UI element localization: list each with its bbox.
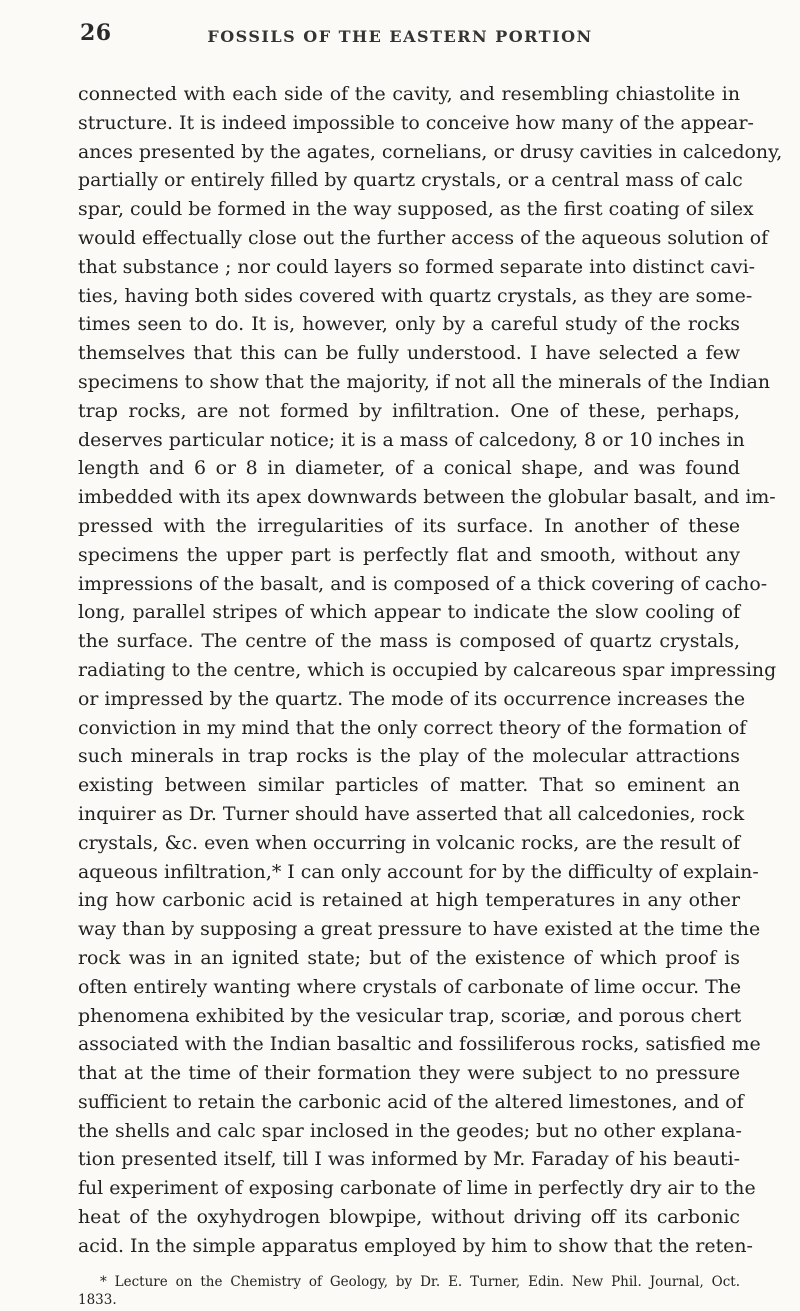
text-line: trap rocks, are not formed by infiltration. One of these, perhaps, (78, 399, 740, 422)
text-line: that substance ; nor could layers so formed separate into distinct cavi- (78, 255, 756, 278)
text-line: sufficient to retain the carbonic acid of the altered limestones, and of (78, 1090, 744, 1113)
running-head: FOSSILS OF THE EASTERN PORTION (207, 27, 593, 46)
text-line: the shells and calc spar inclosed in the geodes; but no other explana- (78, 1119, 742, 1142)
text-line: conviction in my mind that the only correct theory of the formation of (78, 716, 747, 739)
text-line: ful experiment of exposing carbonate of lime in perfectly dry air to the (78, 1177, 756, 1200)
text-line: pressed with the irregularities of its surface. In another of these (78, 514, 740, 537)
text-line: would effectually close out the further access of the aqueous solution of (78, 226, 769, 249)
text-line: radiating to the centre, which is occupied by calcareous spar impressing (78, 658, 777, 681)
text-line: associated with the Indian basaltic and fossiliferous rocks, satisfied me (78, 1033, 761, 1056)
text-line: partially or entirely filled by quartz crystals, or a central mass of calc (78, 169, 743, 192)
footnote (78, 1273, 740, 1309)
footnote-line: 1833. (78, 1292, 117, 1308)
text-line: inquirer as Dr. Turner should have asserted that all calcedonies, rock (78, 802, 745, 825)
text-line: the surface. The centre of the mass is composed of quartz crystals, (78, 630, 740, 653)
text-line: ties, having both sides covered with quartz crystals, as they are some- (78, 284, 753, 307)
text-line: imbedded with its apex downwards between the globular basalt, and im- (78, 486, 776, 509)
text-line: rock was in an ignited state; but of the existence of which proof is (78, 946, 740, 969)
text-line: or impressed by the quartz. The mode of its occurrence increases the (78, 687, 746, 710)
text-line: often entirely wanting where crystals of carbonate of lime occur. The (78, 975, 742, 998)
text-line: ing how carbonic acid is retained at high temperatures in any other (78, 889, 740, 912)
text-line: structure. It is indeed impossible to conceive how many of the appear- (78, 111, 754, 134)
text-line: times seen to do. It is, however, only by a careful study of the rocks (78, 313, 740, 336)
text-line: heat of the oxyhydrogen blowpipe, without driving off its carbonic (78, 1206, 740, 1229)
text-line: acid. In the simple apparatus employed by him to show that the reten- (78, 1234, 753, 1257)
text-line: crystals, &c. even when occurring in volcanic rocks, are the result of (78, 831, 740, 854)
text-line: specimens the upper part is perfectly flat and smooth, without any (78, 543, 740, 566)
text-line: tion presented itself, till I was informed by Mr. Faraday of his beauti- (78, 1148, 740, 1171)
text-line: specimens to show that the majority, if not all the minerals of the Indian (78, 370, 771, 393)
text-line: length and 6 or 8 in diameter, of a conical shape, and was found (78, 457, 740, 480)
text-line: existing between similar particles of matter. That so eminent an (78, 774, 740, 797)
page-number: 26 (80, 20, 112, 46)
text-line: way than by supposing a great pressure to have existed at the time the (78, 918, 761, 941)
text-line: deserves particular notice; it is a mass of calcedony, 8 or 10 inches in (78, 428, 745, 451)
footnote-line: * Lecture on the Chemistry of Geology, by Dr. E. Turner, Edin. New Phil. Journal, Oct. (100, 1274, 740, 1290)
text-line: spar, could be formed in the way supposed, as the first coating of silex (78, 198, 754, 221)
text-line: impressions of the basalt, and is composed of a thick covering of cacho- (78, 572, 768, 595)
text-line: aqueous infiltration,* I can only account for by the difficulty of explain- (78, 860, 759, 883)
text-line: themselves that this can be fully understood. I have selected a few (78, 342, 740, 365)
text-line: ances presented by the agates, cornelians, or drusy cavities in calcedony, (78, 140, 783, 163)
text-line: phenomena exhibited by the vesicular trap, scoriæ, and porous chert (78, 1004, 742, 1027)
body-text (78, 80, 783, 1261)
text-line: long, parallel stripes of which appear to indicate the slow cooling of (78, 601, 740, 624)
text-line: that at the time of their formation they were subject to no pressure (78, 1062, 740, 1085)
text-line: connected with each side of the cavity, and resembling chiastolite in (78, 83, 740, 105)
text-line: such minerals in trap rocks is the play of the molecular attractions (78, 745, 740, 768)
